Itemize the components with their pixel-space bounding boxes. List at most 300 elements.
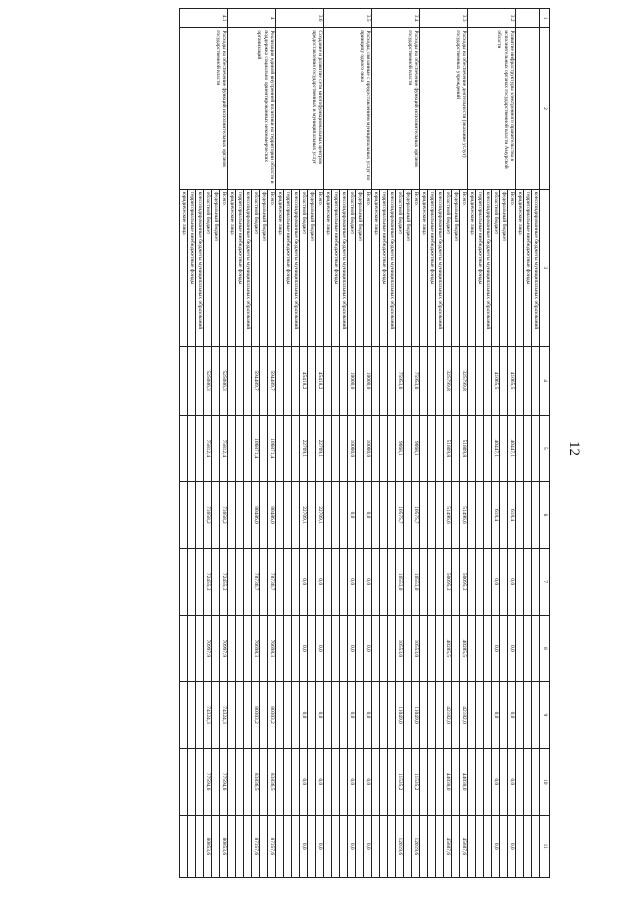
value-cell: 22709,1 bbox=[316, 415, 324, 482]
value-cell bbox=[380, 346, 388, 415]
value-cell bbox=[420, 415, 428, 482]
value-cell bbox=[284, 682, 292, 749]
value-cell: 0,0 bbox=[348, 482, 356, 549]
value-cell bbox=[468, 482, 476, 549]
value-cell: 106871,4 bbox=[252, 415, 260, 482]
funding-source: территориальные внебюджетные фонды bbox=[236, 189, 244, 346]
value-cell bbox=[428, 748, 436, 815]
value-cell bbox=[332, 548, 340, 615]
value-cell bbox=[468, 682, 476, 749]
table-row bbox=[316, 9, 324, 878]
value-cell: 0,0 bbox=[300, 548, 308, 615]
value-cell bbox=[500, 682, 508, 749]
item-description: Расходы на обеспечение функций исполнительных органов государственной власти bbox=[180, 28, 228, 189]
value-cell: 72455,3 bbox=[220, 548, 228, 615]
value-cell bbox=[436, 615, 444, 682]
table-row bbox=[412, 9, 420, 878]
value-cell bbox=[468, 748, 476, 815]
table-row bbox=[532, 9, 540, 878]
value-cell: 51809,8 bbox=[460, 415, 468, 482]
funding-source: консолидированные бюджеты муниципальных образований bbox=[292, 189, 300, 346]
value-cell bbox=[196, 615, 204, 682]
value-cell bbox=[228, 748, 236, 815]
value-cell bbox=[292, 815, 300, 877]
value-cell: 594489,7 bbox=[252, 346, 260, 415]
value-cell: 45887,6 bbox=[444, 815, 452, 877]
value-cell bbox=[388, 548, 396, 615]
value-cell bbox=[484, 748, 492, 815]
value-cell bbox=[324, 346, 332, 415]
value-cell: 0,0 bbox=[316, 748, 324, 815]
value-cell bbox=[244, 415, 252, 482]
value-cell: 10553,0 bbox=[412, 548, 420, 615]
value-cell bbox=[516, 815, 524, 877]
value-cell: 78736,7 bbox=[252, 548, 260, 615]
value-cell bbox=[500, 815, 508, 877]
item-number bbox=[516, 9, 540, 28]
value-cell bbox=[532, 415, 540, 482]
value-cell bbox=[244, 748, 252, 815]
value-cell bbox=[260, 748, 268, 815]
item-number: 4.1 bbox=[180, 9, 228, 28]
value-cell bbox=[428, 482, 436, 549]
funding-source: юридические лица bbox=[180, 189, 188, 346]
funding-source: областной бюджет bbox=[396, 189, 404, 346]
value-cell: 9668,1 bbox=[412, 415, 420, 482]
value-cell bbox=[436, 682, 444, 749]
funding-source: областной бюджет bbox=[348, 189, 356, 346]
value-cell bbox=[236, 682, 244, 749]
value-cell bbox=[308, 482, 316, 549]
value-cell: 0,0 bbox=[300, 748, 308, 815]
col-header: 8 bbox=[540, 615, 550, 682]
value-cell: 51809,8 bbox=[444, 415, 452, 482]
value-cell: 12019,6 bbox=[412, 815, 420, 877]
value-cell bbox=[468, 548, 476, 615]
funding-source: консолидированные бюджеты муниципальных образований bbox=[532, 189, 540, 346]
value-cell: 0,0 bbox=[300, 815, 308, 877]
funding-source: Всего bbox=[268, 189, 276, 346]
value-cell bbox=[244, 548, 252, 615]
value-cell bbox=[356, 346, 364, 415]
funding-source: юридические лица bbox=[324, 189, 332, 346]
value-cell bbox=[476, 748, 484, 815]
value-cell: 80303,2 bbox=[252, 682, 260, 749]
value-cell bbox=[404, 346, 412, 415]
value-cell bbox=[380, 548, 388, 615]
value-cell bbox=[428, 815, 436, 877]
value-cell bbox=[420, 748, 428, 815]
item-description: Расходы, связанные с предоставлением муниципальных услуг по принципу одного окна bbox=[324, 28, 372, 189]
value-cell bbox=[260, 482, 268, 549]
value-cell bbox=[532, 748, 540, 815]
value-cell bbox=[284, 482, 292, 549]
value-cell bbox=[372, 346, 380, 415]
value-cell bbox=[236, 548, 244, 615]
value-cell: 75953,6 bbox=[412, 346, 420, 415]
value-cell bbox=[524, 548, 532, 615]
value-cell bbox=[484, 482, 492, 549]
value-cell bbox=[244, 346, 252, 415]
value-cell bbox=[420, 346, 428, 415]
value-cell bbox=[436, 415, 444, 482]
funding-source: областной бюджет bbox=[300, 189, 308, 346]
value-cell: 0,0 bbox=[492, 682, 500, 749]
value-cell: 10553,0 bbox=[412, 615, 420, 682]
value-cell: 70997,9 bbox=[220, 615, 228, 682]
rotated-page bbox=[8, 8, 550, 878]
value-cell bbox=[332, 748, 340, 815]
value-cell bbox=[428, 615, 436, 682]
funding-source: консолидированные бюджеты муниципальных образований bbox=[484, 189, 492, 346]
value-cell: 83836,5 bbox=[268, 748, 276, 815]
value-cell bbox=[332, 815, 340, 877]
value-cell bbox=[196, 415, 204, 482]
value-cell bbox=[188, 346, 196, 415]
value-cell: 78736,7 bbox=[268, 548, 276, 615]
value-cell: 42182,0 bbox=[444, 682, 452, 749]
value-cell: 10553,0 bbox=[396, 615, 404, 682]
value-cell: 73058,2 bbox=[204, 482, 212, 549]
value-cell bbox=[404, 748, 412, 815]
value-cell bbox=[452, 346, 460, 415]
value-cell: 0,0 bbox=[316, 815, 324, 877]
item-number: 3.5 bbox=[324, 9, 372, 28]
funding-source: областной бюджет bbox=[204, 189, 212, 346]
value-cell bbox=[532, 815, 540, 877]
value-cell bbox=[516, 748, 524, 815]
funding-source: федеральный бюджет bbox=[500, 189, 508, 346]
value-cell bbox=[356, 748, 364, 815]
item-number: 4 bbox=[228, 9, 276, 28]
funding-source: консолидированные бюджеты муниципальных образований bbox=[244, 189, 252, 346]
value-cell bbox=[228, 415, 236, 482]
value-cell bbox=[292, 682, 300, 749]
value-cell bbox=[188, 415, 196, 482]
funding-source: федеральный бюджет bbox=[212, 189, 220, 346]
value-cell bbox=[380, 748, 388, 815]
value-cell: 9668,1 bbox=[396, 415, 404, 482]
value-cell bbox=[476, 548, 484, 615]
value-cell: 80303,2 bbox=[268, 682, 276, 749]
value-cell bbox=[292, 548, 300, 615]
funding-source: Всего bbox=[220, 189, 228, 346]
value-cell bbox=[284, 815, 292, 877]
value-cell bbox=[244, 815, 252, 877]
item-number: 3.3 bbox=[420, 9, 468, 28]
value-cell: 75812,4 bbox=[220, 415, 228, 482]
value-cell: 0,0 bbox=[300, 682, 308, 749]
value-cell bbox=[180, 682, 188, 749]
value-cell: 325799,8 bbox=[444, 346, 452, 415]
funding-source: консолидированные бюджеты муниципальных образований bbox=[340, 189, 348, 346]
item-number: 3.4 bbox=[372, 9, 420, 28]
funding-source: Всего bbox=[412, 189, 420, 346]
value-cell bbox=[180, 415, 188, 482]
value-cell bbox=[524, 346, 532, 415]
col-header: 11 bbox=[540, 815, 550, 877]
value-cell bbox=[356, 415, 364, 482]
funding-source: областной бюджет bbox=[492, 189, 500, 346]
value-cell: 72455,3 bbox=[204, 548, 212, 615]
value-cell bbox=[260, 415, 268, 482]
funding-source: федеральный бюджет bbox=[452, 189, 460, 346]
value-cell: 0,0 bbox=[364, 482, 372, 549]
value-cell: 0,0 bbox=[364, 682, 372, 749]
value-cell: 80486,0 bbox=[252, 482, 260, 549]
table-body bbox=[180, 9, 540, 878]
value-cell bbox=[452, 682, 460, 749]
value-cell: 75812,4 bbox=[204, 415, 212, 482]
value-cell: 76698,3 bbox=[252, 615, 260, 682]
value-cell: 0,0 bbox=[316, 548, 324, 615]
funding-source: федеральный бюджет bbox=[404, 189, 412, 346]
value-cell: 45418,2 bbox=[300, 346, 308, 415]
value-cell bbox=[180, 815, 188, 877]
value-cell bbox=[484, 548, 492, 615]
table-row bbox=[268, 9, 276, 878]
value-cell: 40447,1 bbox=[508, 415, 516, 482]
value-cell: 41065,5 bbox=[492, 346, 500, 415]
value-cell bbox=[292, 415, 300, 482]
value-cell bbox=[196, 748, 204, 815]
value-cell bbox=[332, 615, 340, 682]
value-cell: 80486,0 bbox=[268, 482, 276, 549]
value-cell bbox=[308, 415, 316, 482]
value-cell bbox=[244, 482, 252, 549]
value-cell: 87357,6 bbox=[252, 815, 260, 877]
value-cell bbox=[340, 346, 348, 415]
value-cell bbox=[212, 748, 220, 815]
funding-source: территориальные внебюджетные фонды bbox=[380, 189, 388, 346]
value-cell bbox=[212, 346, 220, 415]
value-cell bbox=[340, 482, 348, 549]
value-cell: 0,0 bbox=[348, 615, 356, 682]
value-cell bbox=[340, 415, 348, 482]
value-cell: 0,0 bbox=[508, 615, 516, 682]
value-cell bbox=[196, 815, 204, 877]
value-cell bbox=[500, 482, 508, 549]
value-cell bbox=[436, 346, 444, 415]
value-cell bbox=[292, 346, 300, 415]
value-cell bbox=[420, 482, 428, 549]
value-cell bbox=[284, 548, 292, 615]
value-cell: 77594,6 bbox=[220, 748, 228, 815]
value-cell: 0,0 bbox=[348, 815, 356, 877]
value-cell bbox=[476, 815, 484, 877]
value-cell bbox=[356, 682, 364, 749]
value-cell bbox=[356, 482, 364, 549]
funding-source: Всего bbox=[508, 189, 516, 346]
value-cell: 0,0 bbox=[364, 815, 372, 877]
funding-source: Всего bbox=[460, 189, 468, 346]
value-cell bbox=[476, 482, 484, 549]
funding-source: областной бюджет bbox=[444, 189, 452, 346]
value-cell: 74324,3 bbox=[220, 682, 228, 749]
value-cell bbox=[340, 615, 348, 682]
value-cell: 44038,0 bbox=[444, 748, 452, 815]
value-cell: 11049,0 bbox=[396, 682, 404, 749]
value-cell bbox=[516, 415, 524, 482]
funding-source: юридические лица bbox=[372, 189, 380, 346]
value-cell bbox=[324, 815, 332, 877]
page-number: 12 bbox=[566, 441, 582, 456]
funding-source: территориальные внебюджетные фонды bbox=[284, 189, 292, 346]
value-cell: 50095,3 bbox=[444, 548, 452, 615]
funding-source: областной бюджет bbox=[252, 189, 260, 346]
value-cell: 0,0 bbox=[492, 548, 500, 615]
value-cell: 11535,2 bbox=[412, 748, 420, 815]
value-cell bbox=[516, 548, 524, 615]
value-cell bbox=[388, 415, 396, 482]
value-cell bbox=[284, 415, 292, 482]
value-cell bbox=[524, 415, 532, 482]
value-cell: 0,0 bbox=[348, 548, 356, 615]
value-cell bbox=[404, 615, 412, 682]
value-cell bbox=[388, 346, 396, 415]
value-cell bbox=[340, 682, 348, 749]
value-cell bbox=[516, 482, 524, 549]
value-cell: 10000,0 bbox=[364, 415, 372, 482]
value-cell: 76698,3 bbox=[268, 615, 276, 682]
value-cell bbox=[452, 548, 460, 615]
value-cell bbox=[356, 815, 364, 877]
funding-source: Всего bbox=[316, 189, 324, 346]
table-row bbox=[364, 9, 372, 878]
funding-source: территориальные внебюджетные фонды bbox=[476, 189, 484, 346]
value-cell: 0,0 bbox=[508, 748, 516, 815]
funding-source: территориальные внебюджетные фонды bbox=[332, 189, 340, 346]
value-cell bbox=[180, 482, 188, 549]
value-cell bbox=[212, 548, 220, 615]
value-cell: 73058,2 bbox=[220, 482, 228, 549]
funding-source: консолидированные бюджеты муниципальных образований bbox=[436, 189, 444, 346]
value-cell bbox=[532, 548, 540, 615]
value-cell bbox=[324, 748, 332, 815]
value-cell bbox=[428, 548, 436, 615]
col-header: 1 bbox=[540, 9, 550, 28]
value-cell bbox=[468, 346, 476, 415]
value-cell: 12019,6 bbox=[396, 815, 404, 877]
value-cell bbox=[436, 482, 444, 549]
value-cell bbox=[308, 615, 316, 682]
value-cell bbox=[532, 482, 540, 549]
value-cell bbox=[180, 748, 188, 815]
value-cell: 40447,1 bbox=[492, 415, 500, 482]
value-cell bbox=[236, 615, 244, 682]
value-cell bbox=[388, 615, 396, 682]
value-cell bbox=[276, 548, 284, 615]
value-cell: 0,0 bbox=[492, 815, 500, 877]
item-description: Реализация единой внутренней политики на территории области и поддержка социально ориентированных некоммерческих организаций bbox=[228, 28, 276, 189]
value-cell bbox=[380, 815, 388, 877]
value-cell bbox=[356, 548, 364, 615]
value-cell bbox=[372, 615, 380, 682]
value-cell bbox=[356, 615, 364, 682]
value-cell bbox=[436, 748, 444, 815]
value-cell: 0,0 bbox=[508, 682, 516, 749]
value-cell bbox=[436, 815, 444, 877]
value-cell bbox=[516, 615, 524, 682]
value-cell bbox=[404, 482, 412, 549]
value-cell: 11049,0 bbox=[412, 682, 420, 749]
value-cell bbox=[372, 748, 380, 815]
funding-source: консолидированные бюджеты муниципальных образований bbox=[196, 189, 204, 346]
value-cell bbox=[260, 615, 268, 682]
value-cell bbox=[380, 482, 388, 549]
value-cell bbox=[388, 815, 396, 877]
value-cell bbox=[468, 615, 476, 682]
value-cell bbox=[188, 548, 196, 615]
value-cell: 594489,7 bbox=[268, 346, 276, 415]
value-cell bbox=[452, 815, 460, 877]
value-cell bbox=[196, 482, 204, 549]
value-cell bbox=[428, 346, 436, 415]
value-cell bbox=[468, 815, 476, 877]
value-cell bbox=[236, 415, 244, 482]
value-cell: 106871,4 bbox=[268, 415, 276, 482]
value-cell bbox=[532, 615, 540, 682]
funding-source: территориальные внебюджетные фонды bbox=[188, 189, 196, 346]
value-cell: 0,0 bbox=[364, 748, 372, 815]
value-cell: 51496,6 bbox=[460, 482, 468, 549]
item-description: Расходы на обеспечение функций исполнительных органов государственной власти bbox=[372, 28, 420, 189]
value-cell bbox=[244, 615, 252, 682]
value-cell bbox=[308, 346, 316, 415]
value-cell bbox=[180, 346, 188, 415]
value-cell bbox=[532, 682, 540, 749]
value-cell: 75953,6 bbox=[396, 346, 404, 415]
value-cell bbox=[372, 482, 380, 549]
value-cell bbox=[212, 482, 220, 549]
value-cell bbox=[500, 346, 508, 415]
value-cell bbox=[260, 548, 268, 615]
value-cell bbox=[196, 682, 204, 749]
funding-source: юридические лица bbox=[420, 189, 428, 346]
value-cell: 83836,5 bbox=[252, 748, 260, 815]
value-cell bbox=[388, 748, 396, 815]
value-cell: 45887,6 bbox=[460, 815, 468, 877]
value-cell: 44038,0 bbox=[460, 748, 468, 815]
value-cell bbox=[188, 615, 196, 682]
value-cell bbox=[324, 615, 332, 682]
value-cell bbox=[260, 346, 268, 415]
value-cell: 51496,6 bbox=[444, 482, 452, 549]
value-cell: 0,0 bbox=[316, 615, 324, 682]
value-cell bbox=[188, 482, 196, 549]
value-cell: 87357,6 bbox=[268, 815, 276, 877]
budget-table bbox=[179, 8, 550, 878]
value-cell bbox=[420, 682, 428, 749]
col-header: 9 bbox=[540, 682, 550, 749]
value-cell bbox=[404, 415, 412, 482]
value-cell bbox=[308, 815, 316, 877]
value-cell bbox=[372, 815, 380, 877]
value-cell bbox=[228, 615, 236, 682]
value-cell bbox=[500, 415, 508, 482]
value-cell: 70997,9 bbox=[204, 615, 212, 682]
item-description: Развитие инфраструктуры электронного правительства в исполнительных органах государственной власти Амурской области bbox=[468, 28, 516, 189]
item-description bbox=[516, 28, 540, 189]
value-cell: 10000,0 bbox=[364, 346, 372, 415]
value-cell bbox=[236, 815, 244, 877]
value-cell bbox=[484, 682, 492, 749]
value-cell: 0,0 bbox=[508, 548, 516, 615]
header-row bbox=[540, 9, 550, 878]
value-cell bbox=[188, 682, 196, 749]
value-cell bbox=[236, 748, 244, 815]
value-cell bbox=[332, 415, 340, 482]
